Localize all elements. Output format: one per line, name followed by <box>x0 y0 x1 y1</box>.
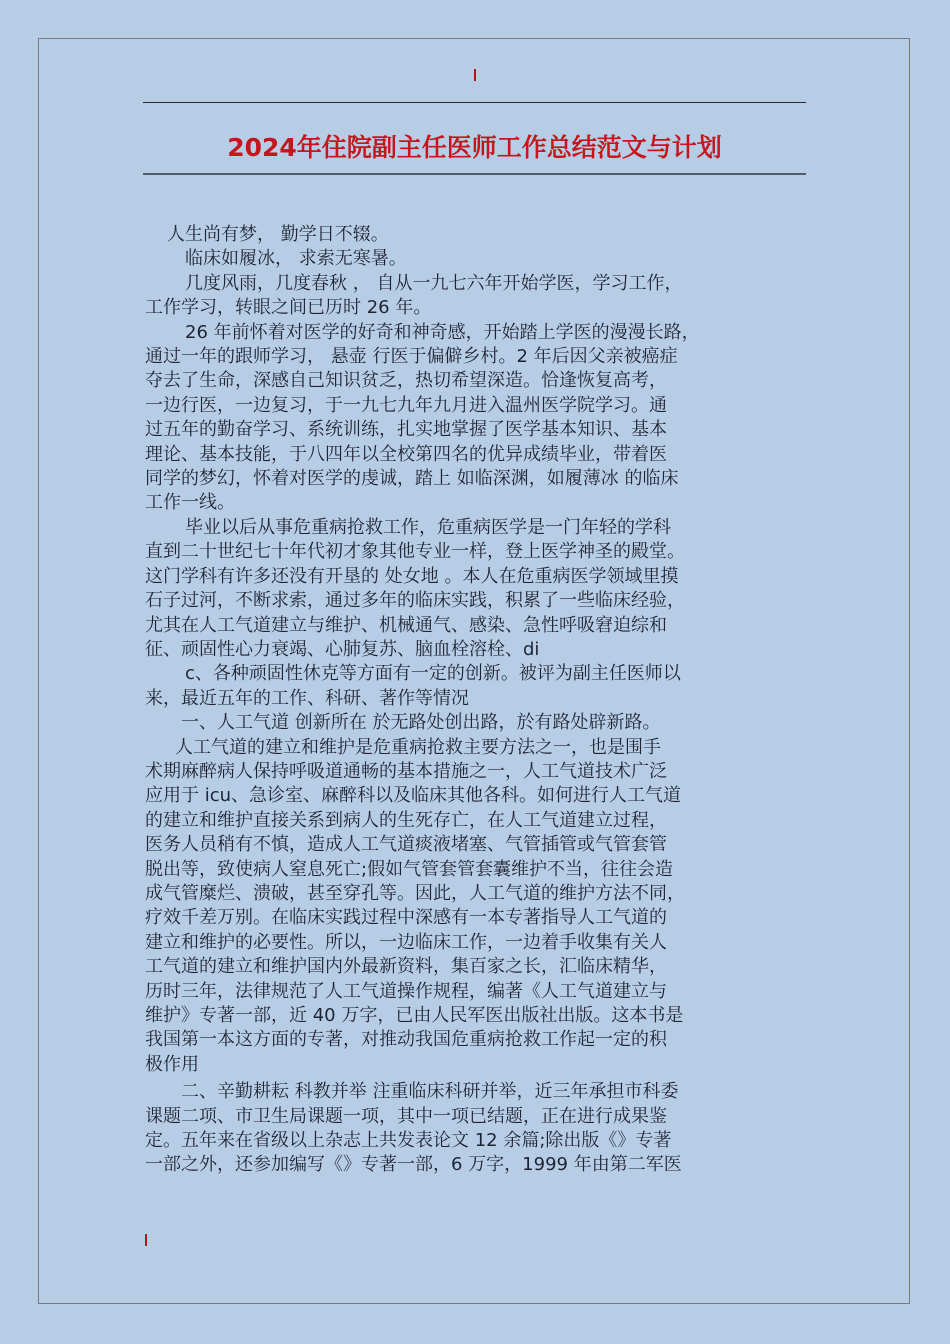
text-line: 维护》专著一部，近 40 万字，已由人民军医出版社出版。这本书是 <box>145 1005 684 1026</box>
text-line: 的建立和维护直接关系到病人的生死存亡，在人工气道建立过程， <box>145 809 667 831</box>
footer-cursor-mark <box>145 1234 147 1246</box>
text-line: 几度风雨，几度春秋 ， 自从一九七六年开始学医，学习工作， <box>185 272 683 294</box>
text-line: 26 年前怀着对医学的好奇和神奇感，开始踏上学医的漫漫长路， <box>185 321 700 343</box>
text-line: 二、辛勤耕耘 科教并举 注重临床科研并举，近三年承担市科委 <box>181 1081 679 1103</box>
text-line: 定。五年来在省级以上杂志上共发表论文 12 余篇;除出版《》专著 <box>145 1130 672 1152</box>
text-line: 脱出等，致使病人窒息死亡;假如气管套管套囊维护不当，往往会造 <box>145 858 674 880</box>
text-line: 医务人员稍有不慎，造成人工气道痰液堵塞、气管插管或气管套管 <box>145 834 667 856</box>
text-line: 工作一线。 <box>145 492 235 514</box>
text-line: 一边行医，一边复习，于一九七九年九月进入温州医学院学习。通 <box>145 394 667 416</box>
text-line: 成气管糜烂、溃破，甚至穿孔等。因此，人工气道的维护方法不同， <box>145 882 685 904</box>
document-title: 2024年住院副主任医师工作总结范文与计划 <box>227 133 722 162</box>
text-line: 夺去了生命，深感自己知识贫乏，热切希望深造。恰逢恢复高考， <box>145 370 667 392</box>
text-line: 人工气道的建立和维护是危重病抢救主要方法之一，也是围手 <box>175 736 661 758</box>
text-line: 直到二十世纪七十年代初才象其他专业一样，登上医学神圣的殿堂。 <box>145 541 685 563</box>
text-line: 我国第一本这方面的专著，对推动我国危重病抢救工作起一定的积 <box>145 1029 667 1051</box>
text-line: 临床如履冰， 求索无寒暑。 <box>185 248 407 270</box>
text-line: 来，最近五年的工作、科研、著作等情况 <box>145 687 469 709</box>
text-line: 人生尚有梦， 勤学日不辍。 <box>167 224 389 245</box>
text-line: c、各种顽固性休克等方面有一定的创新。被评为副主任医师以 <box>185 663 681 685</box>
text-line: 一部之外，还参加编写《》专著一部，6 万字，1999 年由第二军医 <box>145 1154 682 1176</box>
document-body <box>145 223 807 1178</box>
text-line: 历时三年，法律规范了人工气道操作规程，编著《人工气道建立与 <box>145 980 667 1002</box>
header-cursor-mark <box>474 69 476 81</box>
text-line: 一、人工气道 创新所在 於无路处创出路，於有路处辟新路。 <box>181 712 661 734</box>
text-line: 课题二项、市卫生局课题一项，其中一项已结题，正在进行成果鉴 <box>145 1105 667 1127</box>
text-line: 理论、基本技能，于八四年以全校第四名的优异成绩毕业，带着医 <box>145 443 667 465</box>
title-rule <box>143 173 806 175</box>
text-line: 同学的梦幻，怀着对医学的虔诚，踏上 如临深渊，如履薄冰 的临床 <box>145 468 679 490</box>
text-line: 建立和维护的必要性。所以，一边临床工作，一边着手收集有关人 <box>145 931 667 953</box>
text-line: 毕业以后从事危重病抢救工作，危重病医学是一门年轻的学科 <box>185 516 671 538</box>
text-line: 石子过河，不断求索，通过多年的临床实践，积累了一些临床经验， <box>145 590 685 612</box>
text-line: 征、顽固性心力衰竭、心肺复苏、脑血栓溶栓、di <box>145 638 540 660</box>
text-line: 极作用 <box>145 1053 199 1075</box>
text-line: 工作学习，转眼之间已历时 26 年。 <box>145 297 432 319</box>
text-line: 过五年的勤奋学习、系统训练，扎实地掌握了医学基本知识、基本 <box>145 419 667 441</box>
text-line: 应用于 icu、急诊室、麻醉科以及临床其他各科。如何进行人工气道 <box>145 785 682 807</box>
text-line: 疗效千差万别。在临床实践过程中深感有一本专著指导人工气道的 <box>145 907 667 929</box>
text-line: 通过一年的跟师学习， 悬壶 行医于偏僻乡村。2 年后因父亲被癌症 <box>145 346 678 368</box>
text-line: 这门学科有许多还没有开垦的 处女地 。本人在危重病医学领域里摸 <box>145 565 679 587</box>
text-line: 工气道的建立和维护国内外最新资料，集百家之长，汇临床精华， <box>145 956 667 978</box>
text-line: 术期麻醉病人保持呼吸道通畅的基本措施之一，人工气道技术广泛 <box>145 760 667 782</box>
header-rule <box>143 102 806 103</box>
text-line: 尤其在人工气道建立与维护、机械通气、感染、急性呼吸窘迫综和 <box>145 614 667 636</box>
